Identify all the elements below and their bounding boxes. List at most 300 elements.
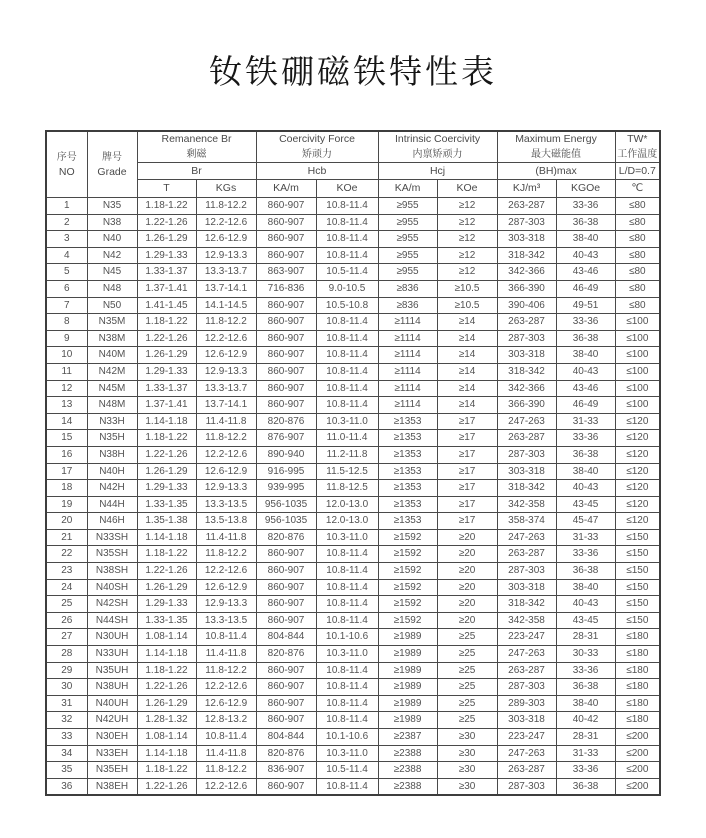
table-cell: 40-43 [556,363,615,380]
table-cell: 916-995 [256,463,316,480]
table-cell: 12 [46,380,87,397]
table-cell: 289-303 [497,695,556,712]
table-cell: 13.3-13.7 [196,264,256,281]
table-cell: 860-907 [256,778,316,795]
table-cell: N35EH [87,762,137,779]
table-cell: ≤180 [615,646,660,663]
table-cell: 10.8-11.4 [316,231,378,248]
table-cell: 36-38 [556,679,615,696]
table-cell: 263-287 [497,430,556,447]
table-cell: 1.26-1.29 [137,463,196,480]
table-cell: 45-47 [556,513,615,530]
table-row [46,712,660,729]
magnet-spec-table [45,130,661,796]
table-cell: ≥1989 [378,662,437,679]
table-cell: ≥14 [437,380,497,397]
table-row [46,496,660,513]
table-cell: 804-844 [256,729,316,746]
table-cell: 26 [46,612,87,629]
table-cell: 1.37-1.41 [137,397,196,414]
table-cell: ≥12 [437,264,497,281]
table-row [46,762,660,779]
table-cell: 38-40 [556,347,615,364]
table-cell: 318-342 [497,247,556,264]
table-cell: 11 [46,363,87,380]
table-cell: ≥1989 [378,712,437,729]
table-cell: N33EH [87,745,137,762]
table-cell: 860-907 [256,397,316,414]
table-cell: 30 [46,679,87,696]
table-cell: ≥14 [437,397,497,414]
table-cell: ≤100 [615,363,660,380]
table-cell: ≤150 [615,563,660,580]
table-cell: 10.8-11.4 [316,198,378,215]
table-cell: N45M [87,380,137,397]
table-cell: ≥12 [437,247,497,264]
table-cell: N33UH [87,646,137,663]
table-cell: 860-907 [256,546,316,563]
table-cell: ≥20 [437,612,497,629]
table-cell: 1.18-1.22 [137,430,196,447]
table-cell: 342-358 [497,496,556,513]
table-cell: 46-49 [556,280,615,297]
table-cell: ≥1353 [378,413,437,430]
table-cell: ≥30 [437,729,497,746]
table-cell: ≥1353 [378,480,437,497]
col-group-intrinsic-coercivity [378,131,497,163]
table-cell: 36 [46,778,87,795]
table-row [46,446,660,463]
symbol-hcb: Hcb [256,163,378,180]
table-cell: 30-33 [556,646,615,663]
table-cell: 43-46 [556,264,615,281]
table-cell: ≥20 [437,529,497,546]
table-row [46,612,660,629]
table-cell: ≤150 [615,612,660,629]
table-cell: 12.2-12.6 [196,679,256,696]
table-cell: 1.18-1.22 [137,198,196,215]
table-cell: 10.3-11.0 [316,745,378,762]
table-cell: 31 [46,695,87,712]
table-cell: ≤80 [615,231,660,248]
table-cell: ≤120 [615,430,660,447]
table-cell: 16 [46,446,87,463]
table-cell: ≥955 [378,198,437,215]
table-cell: 11.4-11.8 [196,745,256,762]
table-cell: 247-263 [497,529,556,546]
table-cell: ≥2387 [378,729,437,746]
table-cell: ≥1989 [378,646,437,663]
table-row [46,529,660,546]
table-cell: 11.8-12.5 [316,480,378,497]
table-cell: 33 [46,729,87,746]
table-cell: 1.14-1.18 [137,529,196,546]
table-cell: 358-374 [497,513,556,530]
table-cell: ≥836 [378,297,437,314]
table-cell: N46H [87,513,137,530]
table-cell: N38 [87,214,137,231]
table-cell: 27 [46,629,87,646]
table-cell: 10.8-11.4 [316,380,378,397]
table-cell: 29 [46,662,87,679]
table-cell: 263-287 [497,762,556,779]
table-cell: ≥1114 [378,330,437,347]
table-cell: 46-49 [556,397,615,414]
col-group-max-energy-en: Maximum Energy [515,133,597,145]
table-cell: ≥10.5 [437,297,497,314]
table-header [46,131,660,198]
table-cell: 1.29-1.33 [137,596,196,613]
unit-hcj-koe: KOe [437,180,497,198]
table-row [46,513,660,530]
table-row [46,679,660,696]
col-header-no-zh: 序号 [56,151,77,163]
table-cell: 10.1-10.6 [316,729,378,746]
table-cell: 820-876 [256,529,316,546]
table-cell: 10.8-11.4 [316,662,378,679]
table-cell: N40M [87,347,137,364]
table-cell: 1.33-1.37 [137,264,196,281]
table-cell: ≥14 [437,314,497,331]
table-cell: ≥1353 [378,430,437,447]
table-cell: 366-390 [497,280,556,297]
table-cell: 36-38 [556,214,615,231]
col-group-remanence-zh: 剩磁 [186,149,207,160]
table-cell: N38M [87,330,137,347]
table-cell: 13.7-14.1 [196,280,256,297]
table-cell: 1.14-1.18 [137,745,196,762]
table-cell: 28 [46,646,87,663]
table-cell: 860-907 [256,363,316,380]
table-cell: N30UH [87,629,137,646]
table-cell: 8 [46,314,87,331]
table-row [46,297,660,314]
table-cell: 342-366 [497,264,556,281]
table-cell: 860-907 [256,662,316,679]
col-group-working-temp-zh: 工作温度 [617,149,658,160]
table-cell: 863-907 [256,264,316,281]
header-row-groups [46,131,660,163]
table-cell: 40-42 [556,712,615,729]
table-cell: 33-36 [556,762,615,779]
table-cell: 939-995 [256,480,316,497]
table-cell: 33-36 [556,430,615,447]
table-cell: ≥10.5 [437,280,497,297]
table-cell: 7 [46,297,87,314]
table-body [46,198,660,796]
table-cell: 1 [46,198,87,215]
table-cell: 15 [46,430,87,447]
table-cell: 32 [46,712,87,729]
table-cell: 5 [46,264,87,281]
col-header-no-en: NO [58,165,75,178]
table-cell: 10.3-11.0 [316,529,378,546]
table-cell: 20 [46,513,87,530]
header-row-symbols [46,163,660,180]
table-cell: ≥1989 [378,629,437,646]
table-cell: 14 [46,413,87,430]
table-cell: 1.28-1.32 [137,712,196,729]
table-cell: 12.9-13.3 [196,596,256,613]
col-group-working-temp [615,131,660,163]
table-cell: 10.5-11.4 [316,264,378,281]
table-cell: N33H [87,413,137,430]
table-cell: 1.41-1.45 [137,297,196,314]
table-cell: 11.4-11.8 [196,413,256,430]
table-cell: N38SH [87,563,137,580]
table-cell: 1.14-1.18 [137,646,196,663]
table-cell: ≥17 [437,513,497,530]
table-cell: 1.26-1.29 [137,579,196,596]
table-cell: 10.8-11.4 [316,712,378,729]
table-cell: 303-318 [497,579,556,596]
table-cell: 24 [46,579,87,596]
table-cell: 43-45 [556,496,615,513]
table-cell: ≥1592 [378,529,437,546]
table-cell: 14.1-14.5 [196,297,256,314]
table-cell: ≥14 [437,330,497,347]
table-cell: 40-43 [556,247,615,264]
table-cell: ≥1114 [378,347,437,364]
table-cell: 21 [46,529,87,546]
table-row [46,563,660,580]
col-group-max-energy [497,131,615,163]
table-cell: ≥17 [437,430,497,447]
table-cell: 10.8-11.4 [316,247,378,264]
table-cell: 263-287 [497,662,556,679]
table-row [46,413,660,430]
table-cell: ≤120 [615,513,660,530]
table-cell: 303-318 [497,712,556,729]
table-cell: ≤200 [615,745,660,762]
table-cell: ≥14 [437,363,497,380]
table-cell: 10.8-11.4 [316,314,378,331]
table-cell: 12.2-12.6 [196,778,256,795]
table-cell: ≥25 [437,679,497,696]
table-cell: 716-836 [256,280,316,297]
table-row [46,745,660,762]
table-cell: 4 [46,247,87,264]
table-cell: ≤120 [615,480,660,497]
table-cell: 860-907 [256,679,316,696]
table-cell: N35 [87,198,137,215]
table-cell: 876-907 [256,430,316,447]
table-row [46,280,660,297]
table-cell: N40H [87,463,137,480]
table-cell: ≥12 [437,214,497,231]
table-cell: 1.18-1.22 [137,546,196,563]
table-cell: 366-390 [497,397,556,414]
table-cell: 860-907 [256,579,316,596]
table-cell: N35M [87,314,137,331]
table-cell: ≥2388 [378,778,437,795]
table-cell: 318-342 [497,596,556,613]
table-cell: 1.22-1.26 [137,446,196,463]
table-cell: ≥1114 [378,397,437,414]
table-row [46,778,660,795]
table-cell: ≥17 [437,413,497,430]
table-cell: ≥25 [437,695,497,712]
table-cell: 1.33-1.35 [137,612,196,629]
table-cell: ≤180 [615,629,660,646]
table-cell: ≤180 [615,679,660,696]
table-cell: 38-40 [556,695,615,712]
table-cell: 33-36 [556,662,615,679]
table-row [46,247,660,264]
table-cell: ≥20 [437,546,497,563]
table-cell: ≥25 [437,712,497,729]
table-cell: ≥12 [437,198,497,215]
table-cell: 10.8-11.4 [316,330,378,347]
table-cell: 860-907 [256,297,316,314]
table-cell: N40 [87,231,137,248]
table-cell: 860-907 [256,596,316,613]
table-cell: ≤200 [615,762,660,779]
table-cell: 10.8-11.4 [316,397,378,414]
table-cell: 1.22-1.26 [137,563,196,580]
col-header-grade [87,131,137,198]
table-cell: 23 [46,563,87,580]
table-cell: 40-43 [556,480,615,497]
table-cell: 10.1-10.6 [316,629,378,646]
table-cell: 9 [46,330,87,347]
table-cell: 12.2-12.6 [196,330,256,347]
unit-hcb-kam: KA/m [256,180,316,198]
table-cell: N48 [87,280,137,297]
table-row [46,463,660,480]
table-cell: N44SH [87,612,137,629]
table-cell: ≤150 [615,596,660,613]
table-cell: 13.7-14.1 [196,397,256,414]
table-cell: ≥836 [378,280,437,297]
table-cell: 287-303 [497,563,556,580]
table-cell: N42M [87,363,137,380]
table-cell: 10.8-11.4 [316,546,378,563]
table-cell: 836-907 [256,762,316,779]
table-cell: 342-358 [497,612,556,629]
table-cell: N42 [87,247,137,264]
table-cell: 33-36 [556,546,615,563]
table-row [46,198,660,215]
table-cell: ≤80 [615,247,660,264]
table-cell: N48M [87,397,137,414]
table-cell: ≥1353 [378,513,437,530]
table-cell: 1.22-1.26 [137,330,196,347]
table-cell: 10.8-11.4 [196,629,256,646]
table-cell: N38EH [87,778,137,795]
table-cell: ≥2388 [378,745,437,762]
table-cell: 318-342 [497,480,556,497]
unit-bhmax-kjm3: KJ/m³ [497,180,556,198]
table-cell: ≥30 [437,778,497,795]
table-cell: 10.3-11.0 [316,646,378,663]
table-cell: 13.3-13.5 [196,612,256,629]
table-cell: ≤200 [615,778,660,795]
table-cell: 1.22-1.26 [137,214,196,231]
table-cell: ≥30 [437,745,497,762]
table-cell: 40-43 [556,596,615,613]
table-cell: 12.2-12.6 [196,446,256,463]
table-cell: N40UH [87,695,137,712]
table-cell: 860-907 [256,612,316,629]
unit-bhmax-kgoe: KGOe [556,180,615,198]
table-row [46,214,660,231]
table-cell: 17 [46,463,87,480]
table-cell: ≤200 [615,729,660,746]
table-cell: ≥30 [437,762,497,779]
table-row [46,430,660,447]
table-cell: N33SH [87,529,137,546]
table-cell: ≤120 [615,413,660,430]
table-cell: ≥17 [437,446,497,463]
table-cell: 12.0-13.0 [316,496,378,513]
table-cell: N38H [87,446,137,463]
table-row [46,579,660,596]
col-group-coercivity [256,131,378,163]
table-cell: 860-907 [256,231,316,248]
table-cell: 303-318 [497,463,556,480]
table-cell: ≥17 [437,463,497,480]
unit-hcb-koe: KOe [316,180,378,198]
table-cell: ≥955 [378,247,437,264]
table-row [46,264,660,281]
table-cell: 860-907 [256,247,316,264]
table-cell: 804-844 [256,629,316,646]
table-cell: ≥17 [437,496,497,513]
table-cell: 10.8-11.4 [316,363,378,380]
table-cell: ≤120 [615,463,660,480]
table-cell: 34 [46,745,87,762]
table-cell: ≤80 [615,214,660,231]
table-cell: 36-38 [556,330,615,347]
table-cell: 287-303 [497,214,556,231]
table-cell: 247-263 [497,413,556,430]
table-cell: 223-247 [497,629,556,646]
table-cell: 10.8-11.4 [316,679,378,696]
table-cell: ≤150 [615,579,660,596]
table-cell: 860-907 [256,563,316,580]
table-cell: 263-287 [497,198,556,215]
table-cell: 28-31 [556,629,615,646]
table-cell: ≥955 [378,231,437,248]
table-cell: 13 [46,397,87,414]
unit-br-t: T [137,180,196,198]
table-cell: 342-366 [497,380,556,397]
table-cell: N38UH [87,679,137,696]
col-group-working-temp-title: TW* [627,133,648,145]
table-row [46,695,660,712]
table-cell: 13.3-13.5 [196,496,256,513]
table-cell: ≤120 [615,496,660,513]
table-cell: 31-33 [556,413,615,430]
table-row [46,546,660,563]
table-row [46,662,660,679]
table-cell: 303-318 [497,347,556,364]
table-cell: ≥25 [437,646,497,663]
table-cell: 36-38 [556,778,615,795]
table-cell: 13.3-13.7 [196,380,256,397]
table-cell: 10.8-11.4 [316,695,378,712]
table-row [46,347,660,364]
table-cell: 10.8-11.4 [316,612,378,629]
col-group-intrinsic-coercivity-zh: 内禀矫顽力 [412,149,463,160]
table-cell: ≥20 [437,579,497,596]
col-group-coercivity-en: Coercivity Force [279,133,355,145]
table-cell: 1.35-1.38 [137,513,196,530]
table-cell: N45 [87,264,137,281]
table-cell: 12.0-13.0 [316,513,378,530]
table-cell: ≤80 [615,297,660,314]
